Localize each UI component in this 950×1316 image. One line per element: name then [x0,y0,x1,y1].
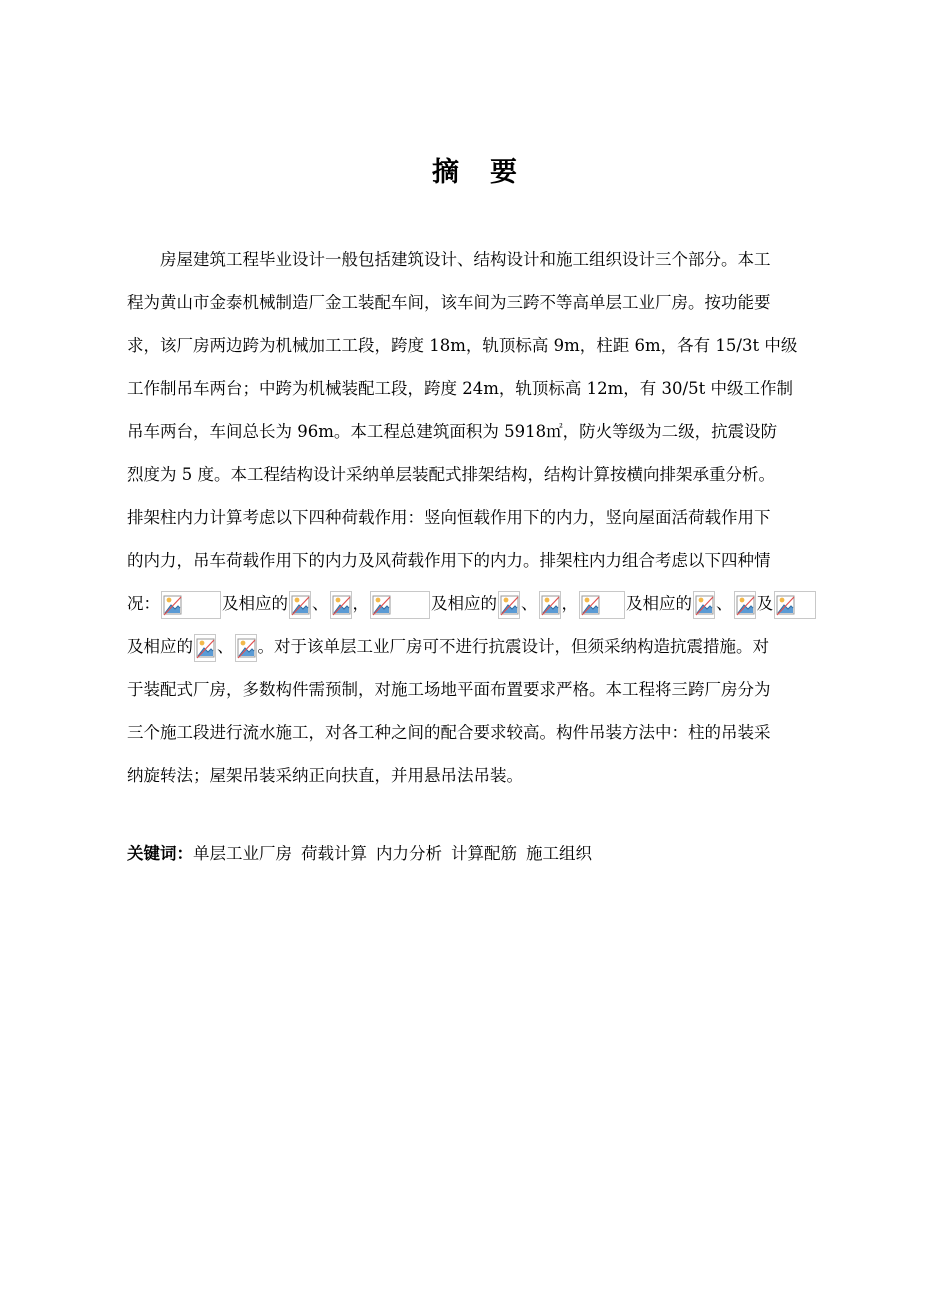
body-line: 求，该厂房两边跨为机械加工工段，跨度 18m，轨顶标高 9m，柱距 6m，各有 15/3t 中级 [127,336,798,355]
body-line: 烈度为 5 度。本工程结构设计采纳单层装配式排架结构，结构计算按横向排架承重分析。 [127,465,775,484]
text-fragment: 况： [127,594,160,613]
broken-image-icon [161,591,221,619]
broken-image-icon [235,634,257,662]
broken-image-icon [579,591,625,619]
body-line: 工作制吊车两台；中跨为机械装配工段，跨度 24m，轨顶标高 12m，有 30/5t 中级工作制 [127,379,793,398]
text-fragment: 、 [521,594,538,613]
keywords [127,840,601,864]
broken-image-icon [370,591,430,619]
text-fragment: 、 [217,637,234,656]
text-fragment: 及相应的 [127,637,193,656]
broken-image-icon [693,591,715,619]
body-line: 的内力，吊车荷载作用下的内力及风荷载作用下的内力。排架柱内力组合考虑以下四种情 [127,551,771,570]
body-line: 于装配式厂房，多数构件需预制，对施工场地平面布置要求严格。本工程将三跨厂房分为 [127,680,771,699]
broken-image-icon [539,591,561,619]
broken-image-icon [289,591,311,619]
text-fragment: 。对于该单层工业厂房可不进行抗震设计，但须采纳构造抗震措施。对 [257,637,769,656]
body-line: 吊车两台，车间总长为 96m。本工程总建筑面积为 5918㎡，防火等级为二级，抗震设防 [127,422,778,441]
text-fragment: 及 [756,594,773,613]
text-fragment: 、 [312,594,329,613]
body-line: 排架柱内力计算考虑以下四种荷载作用：竖向恒载作用下的内力，竖向屋面活荷载作用下 [127,508,771,527]
keyword: 荷载计算 [301,844,367,863]
text-fragment: 及相应的 [222,594,288,613]
title-char-2: 要 [490,157,518,188]
keywords-label: 关键词： [127,844,193,863]
body-line-with-formulas [127,582,833,625]
abstract-title [0,150,950,189]
broken-image-icon [498,591,520,619]
broken-image-icon [330,591,352,619]
body-line-with-formulas [127,625,833,668]
keyword: 内力分析 [376,844,442,863]
text-fragment: 、 [716,594,733,613]
body-line: 程为黄山市金泰机械制造厂金工装配车间，该车间为三跨不等高单层工业厂房。按功能要 [127,293,771,312]
body-line: 纳旋转法；屋架吊装采纳正向扶直，并用悬吊法吊装。 [127,766,523,785]
broken-image-icon [194,634,216,662]
abstract-body [127,238,833,797]
broken-image-icon [774,591,816,619]
text-fragment: ， [561,594,578,613]
keyword: 计算配筋 [451,844,517,863]
title-char-1: 摘 [432,157,460,188]
broken-image-icon [734,591,756,619]
body-line: 三个施工段进行流水施工，对各工种之间的配合要求较高。构件吊装方法中：柱的吊装采 [127,723,771,742]
text-fragment: ， [352,594,369,613]
keyword: 单层工业厂房 [193,844,292,863]
body-line: 房屋建筑工程毕业设计一般包括建筑设计、结构设计和施工组织设计三个部分。本工 [160,250,771,269]
keyword: 施工组织 [526,844,592,863]
text-fragment: 及相应的 [626,594,692,613]
text-fragment: 及相应的 [431,594,497,613]
